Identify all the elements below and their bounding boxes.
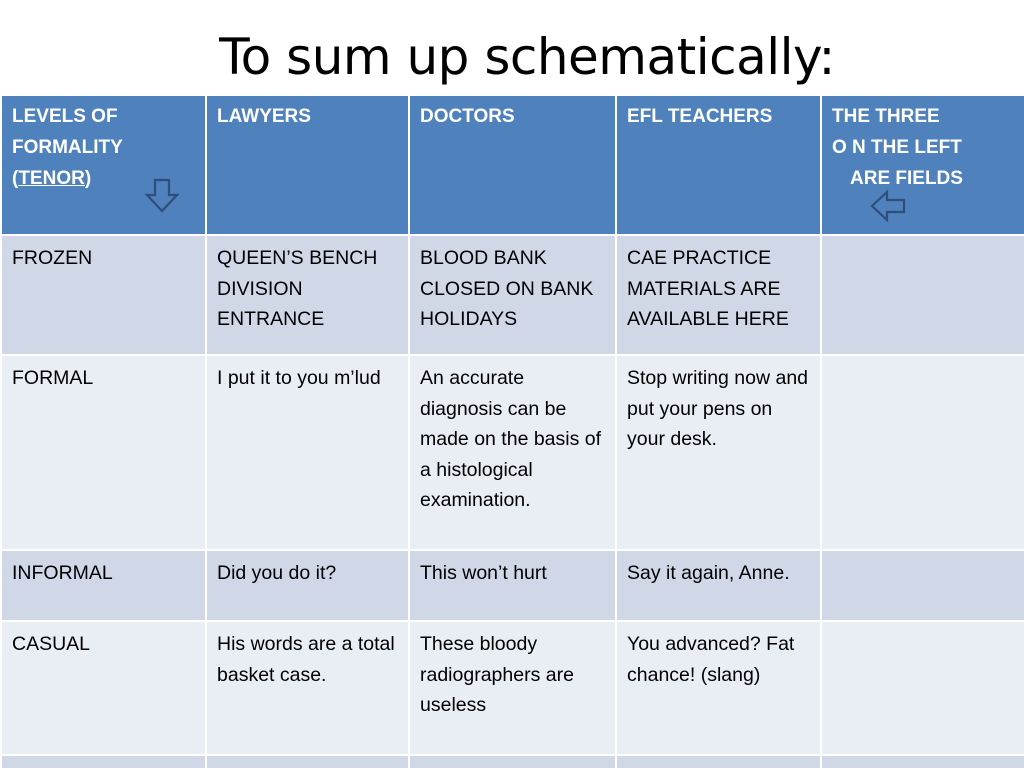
- header-levels-line2: FORMALITY: [12, 137, 123, 158]
- left-arrow-icon: [870, 188, 906, 224]
- table-header-row: [1, 95, 1024, 235]
- fields-note-line3: ARE FIELDS: [850, 168, 963, 189]
- cell-doctors: [409, 755, 616, 768]
- cell-lawyers: QUEEN’S BENCH DIVISION ENTRANCE: [206, 235, 409, 355]
- table-row-formal: [1, 355, 1024, 550]
- cell-doctors: BLOOD BANK CLOSED ON BANK HOLIDAYS: [409, 235, 616, 355]
- header-lawyers: LAWYERS: [206, 95, 409, 235]
- cell-level: CASUAL: [1, 621, 206, 755]
- cell-level: INFORMAL: [1, 550, 206, 621]
- cell-extra: [821, 355, 1024, 550]
- cell-extra: [821, 235, 1024, 355]
- cell-efl: Stop writing now and put your pens on your desk.: [616, 355, 821, 550]
- cell-efl: [616, 755, 821, 768]
- header-tenor-text: TENOR: [18, 168, 85, 189]
- cell-lawyers: His words are a total basket case.: [206, 621, 409, 755]
- fields-note-line1: THE THREE: [832, 106, 940, 127]
- cell-extra: [821, 621, 1024, 755]
- cell-lawyers: [206, 755, 409, 768]
- cell-efl: Say it again, Anne.: [616, 550, 821, 621]
- cell-level: FORMAL: [1, 355, 206, 550]
- cell-extra: [821, 550, 1024, 621]
- header-levels-line1: LEVELS OF: [12, 106, 118, 127]
- header-three-fields-note: [821, 95, 1024, 235]
- cell-efl: You advanced? Fat chance! (slang): [616, 621, 821, 755]
- header-doctors: DOCTORS: [409, 95, 616, 235]
- cell-efl: CAE PRACTICE MATERIALS ARE AVAILABLE HERE: [616, 235, 821, 355]
- cell-doctors: This won’t hurt: [409, 550, 616, 621]
- slide-title: To sum up schematically:: [219, 28, 835, 86]
- cell-lawyers: Did you do it?: [206, 550, 409, 621]
- header-efl-teachers: EFL TEACHERS: [616, 95, 821, 235]
- header-levels-of-formality: LEVELS OF FORMALITY (TENOR): [1, 95, 206, 235]
- formality-table: [0, 94, 1024, 768]
- cell-level: [1, 755, 206, 768]
- cell-lawyers: I put it to you m’lud: [206, 355, 409, 550]
- cell-doctors: These bloody radiographers are useless: [409, 621, 616, 755]
- down-arrow-icon: [144, 178, 180, 214]
- table-row-informal: [1, 550, 1024, 621]
- fields-note-line2: O N THE LEFT: [832, 137, 962, 158]
- cell-extra: [821, 755, 1024, 768]
- cell-level: FROZEN: [1, 235, 206, 355]
- table-row-frozen: [1, 235, 1024, 355]
- table-row-empty: [1, 755, 1024, 768]
- cell-doctors: An accurate diagnosis can be made on the basis of a histological examination.: [409, 355, 616, 550]
- table-row-casual: [1, 621, 1024, 755]
